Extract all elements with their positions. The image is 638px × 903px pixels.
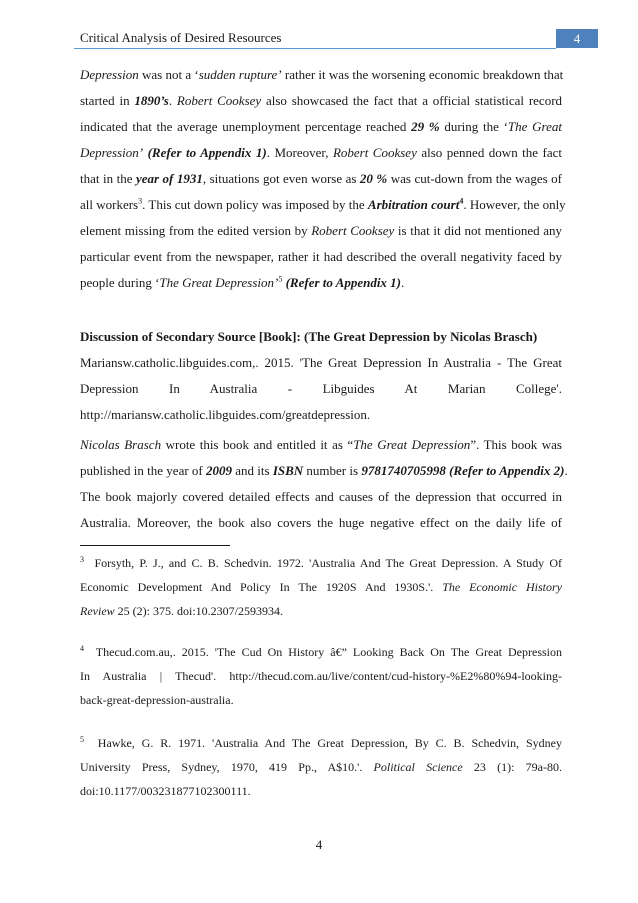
footnote-5 xyxy=(80,731,562,803)
text-line: back-great-depression-australia. xyxy=(80,693,234,707)
footnote-ref-5: 5 xyxy=(278,274,283,284)
text-line: Nicolas Brasch wrote this book and entitled it as “The Great Depression”. This book was xyxy=(80,437,562,452)
header-rule xyxy=(74,48,556,49)
footnote-number: 5 xyxy=(80,735,84,744)
footnote-ref-4: 4 xyxy=(459,196,464,206)
text-line: published in the year of 2009 and its ISBN number is 9781740705998 (Refer to Appendix 2). xyxy=(80,463,568,478)
footnote-number: 4 xyxy=(80,644,84,653)
text-line: Mariansw.catholic.libguides.com,. 2015. 'The Great Depression In Australia - The Great xyxy=(80,355,562,370)
footnote-4 xyxy=(80,640,562,712)
text-line: Depression was not a ‘sudden rupture’ rather it was the worsening economic breakdown that xyxy=(80,67,564,82)
text-line: $^3$ Forsyth, P. J., and C. B. Schedvin. 1972. 'Australia And The Great Depression. A Study Of xyxy=(80,555,563,570)
footnote-number: 3 xyxy=(80,555,84,564)
header-page-badge: 4 xyxy=(556,29,598,48)
paragraph-depression-context xyxy=(80,62,566,296)
footnote-ref-3: 3 xyxy=(138,196,143,206)
text-line: indicated that the average unemployment percentage reached 29 % during the ‘The Great xyxy=(80,119,562,134)
footnote-3 xyxy=(80,551,562,623)
paragraph-book-discussion xyxy=(80,432,568,536)
text-line: In Australia | Thecud'. http://thecud.com.au/live/content/cud-history-%E2%80%94-looking- xyxy=(80,669,562,683)
text-line: element missing from the edited version by Robert Cooksey is that it did not mentioned any xyxy=(80,223,562,238)
book-citation xyxy=(80,350,562,428)
text-line: Depression In Australia - Libguides At Marian College'. xyxy=(80,381,562,396)
text-line: that in the year of 1931, situations got even worse as 20 % was cut-down from the wages of xyxy=(80,171,562,186)
running-header-title: Critical Analysis of Desired Resources xyxy=(80,30,282,45)
text-line: $^5$ Hawke, G. R. 1971. 'Australia And The Great Depression, By C. B. Schedvin, Sydney xyxy=(80,735,562,750)
text-line: people during ‘The Great Depression’$^5$ (Refer to Appendix 1). xyxy=(80,274,405,290)
page-number: 4 xyxy=(315,837,323,852)
text-line: Depression’ (Refer to Appendix 1). Moreover, Robert Cooksey also penned down the fact xyxy=(80,145,563,160)
text-line: Australia. Moreover, the book also covers the huge negative effect on the daily life of xyxy=(80,515,562,530)
text-line: all workers$^3$. This cut down policy was imposed by the Arbitration court$^4$. However, the only xyxy=(80,196,566,212)
text-line: started in 1890’s. Robert Cooksey also showcased the fact that a official statistical record xyxy=(80,93,563,108)
citation-url: http://mariansw.catholic.libguides.com/greatdepression. xyxy=(80,407,371,422)
text-line: doi:10.1177/003231877102300111. xyxy=(80,784,251,798)
section-heading: Discussion of Secondary Source [Book]: (The Great Depression by Nicolas Brasch) xyxy=(80,329,538,344)
text-line: The book majorly covered detailed effects and causes of the depression that occurred in xyxy=(80,489,562,504)
text-line: Review 25 (2): 375. doi:10.2307/2593934. xyxy=(80,604,283,618)
text-line: Economic Development And Policy In The 1920S And 1930S.'. The Economic History xyxy=(80,580,563,594)
footnote-separator xyxy=(80,545,230,546)
text-line: particular event from the newspaper, rather it had described the overall negativity faced by xyxy=(80,249,562,264)
text-line: $^4$ Thecud.com.au,. 2015. 'The Cud On History â€” Looking Back On The Great Depression xyxy=(80,644,562,659)
text-line: University Press, Sydney, 1970, 419 Pp., A$10.'. Political Science 23 (1): 79a-80. xyxy=(80,760,562,774)
